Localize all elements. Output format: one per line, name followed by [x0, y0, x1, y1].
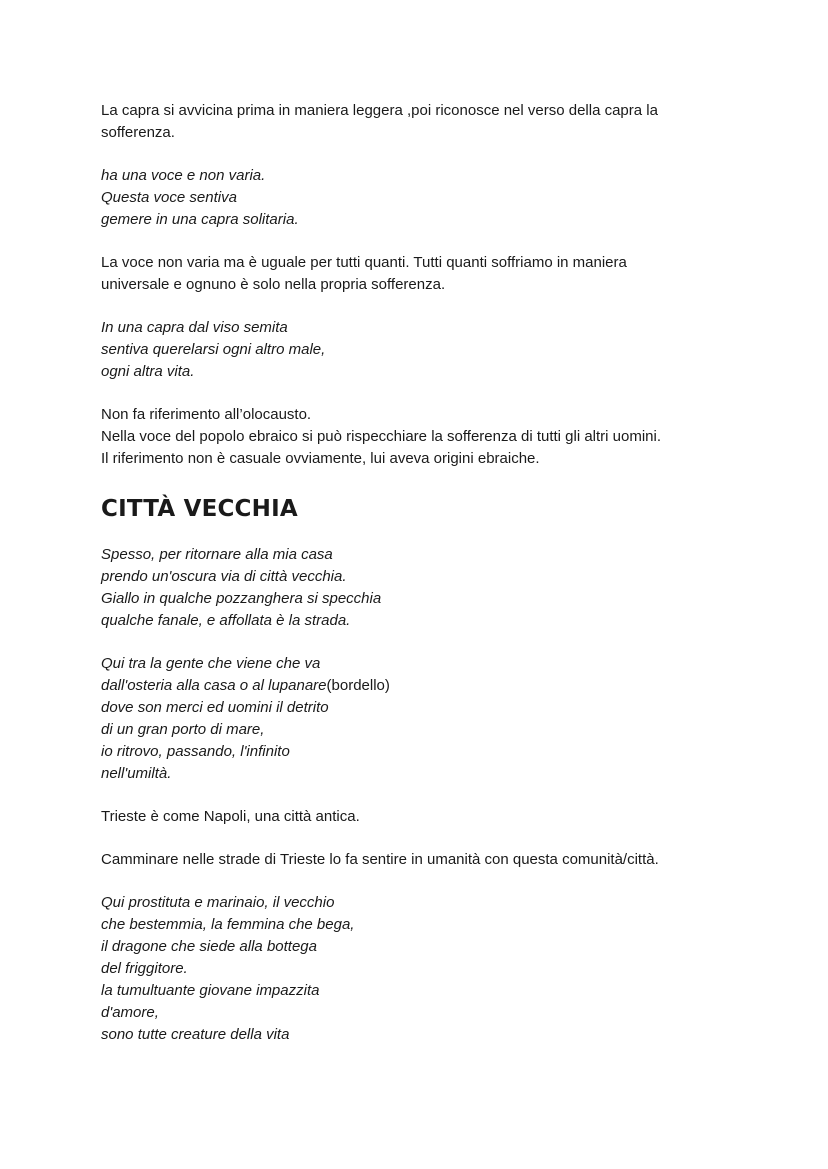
text-line: Nella voce del popolo ebraico si può rispecchiare la sofferenza di tutti gli altri uomini.: [101, 428, 662, 445]
document-content: [101, 100, 741, 1046]
paragraph-camminare: [101, 849, 741, 871]
verse-line: nell'umiltà.: [101, 765, 172, 782]
verse-line: gemere in una capra solitaria.: [101, 211, 299, 228]
verse-stanza-gente: [101, 653, 741, 785]
verse-line: il dragone che siede alla bottega: [101, 938, 317, 955]
verse-line: ha una voce e non varia.: [101, 167, 266, 184]
verse-line: qualche fanale, e affollata è la strada.: [101, 612, 351, 629]
verse-line: io ritrovo, passando, l'infinito: [101, 743, 290, 760]
verse-stanza-voce: [101, 165, 741, 231]
section-title: CITTÀ VECCHIA: [101, 496, 298, 522]
paragraph-capra-avvicina: [101, 100, 741, 144]
verse-stanza-capra-semita: [101, 317, 741, 383]
verse-text: dall'osteria alla casa o al lupanare: [101, 677, 327, 694]
verse-line: sentiva querelarsi ogni altro male,: [101, 341, 326, 358]
gloss-note: (bordello): [326, 677, 390, 694]
verse-line: d'amore,: [101, 1004, 159, 1021]
paragraph-olocausto: [101, 404, 741, 470]
verse-line-with-note: [101, 675, 741, 697]
verse-line: dove son merci ed uomini il detrito: [101, 699, 329, 716]
verse-line: Qui tra la gente che viene che va: [101, 655, 321, 672]
text-line: La voce non varia ma è uguale per tutti quanti. Tutti quanti soffriamo in maniera: [101, 254, 627, 271]
verse-line: del friggitore.: [101, 960, 188, 977]
verse-stanza-spesso: [101, 544, 741, 632]
verse-line: Qui prostituta e marinaio, il vecchio: [101, 894, 335, 911]
verse-line: Questa voce sentiva: [101, 189, 237, 206]
text-line: universale e ognuno è solo nella propria sofferenza.: [101, 276, 446, 293]
paragraph-trieste-napoli: [101, 806, 741, 828]
verse-line: Giallo in qualche pozzanghera si specchia: [101, 590, 382, 607]
paragraph-voce-non-varia: [101, 252, 741, 296]
verse-line: sono tutte creature della vita: [101, 1026, 290, 1043]
verse-line: Spesso, per ritornare alla mia casa: [101, 546, 333, 563]
verse-stanza-prostituta: [101, 892, 741, 1046]
verse-line: In una capra dal viso semita: [101, 319, 288, 336]
verse-line: la tumultuante giovane impazzita: [101, 982, 320, 999]
text-line: Non fa riferimento all’olocausto.: [101, 406, 312, 423]
text-line: Camminare nelle strade di Trieste lo fa sentire in umanità con questa comunità/città.: [101, 851, 659, 868]
verse-line: che bestemmia, la femmina che bega,: [101, 916, 355, 933]
verse-line: prendo un'oscura via di città vecchia.: [101, 568, 347, 585]
text-line: Il riferimento non è casuale ovviamente, lui aveva origini ebraiche.: [101, 450, 540, 467]
text-line: sofferenza.: [101, 124, 175, 141]
verse-line: ogni altra vita.: [101, 363, 195, 380]
text-line: Trieste è come Napoli, una città antica.: [101, 808, 360, 825]
verse-line: di un gran porto di mare,: [101, 721, 265, 738]
text-line: La capra si avvicina prima in maniera leggera ,poi riconosce nel verso della capra la: [101, 102, 658, 119]
